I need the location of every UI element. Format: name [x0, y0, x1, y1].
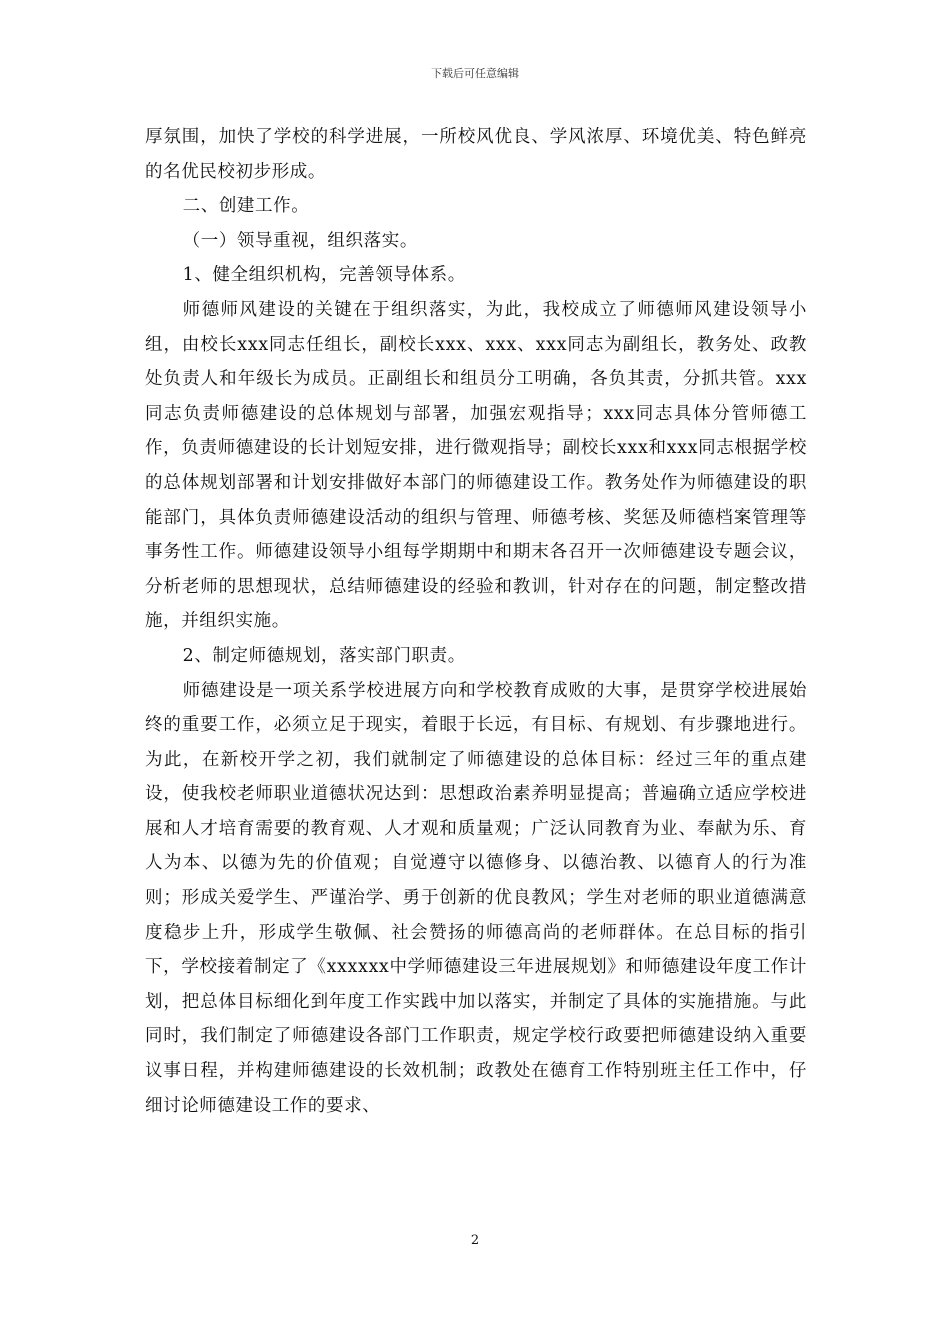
paragraph-planning: 师德建设是一项关系学校进展方向和学校教育成败的大事，是贯穿学校进展始终的重要工作，必须立足于现实，着眼于长远，有目标、有规划、有步骤地进行。为此，在新校开学之初，我们就制定了师德建设的总体目标：经过三年的重点建设，使我校老师职业道德状况达到：思想政治素养明显提高；普遍确立适应学校进展和人才培育需要的教育观、人才观和质量观；广泛认同教育为业、奉献为乐、育人为本、以德为先的价值观；自觉遵守以德修身、以德治教、以德育人的行为准则；形成关爱学生、严谨治学、勇于创新的优良教风；学生对老师的职业道德满意度稳步上升，形成学生敬佩、社会赞扬的师德高尚的老师群体。在总目标的指引下，学校接着制定了《xxxxxx中学师德建设三年进展规划》和师德建设年度工作计划，把总体目标细化到年度工作实践中加以落实，并制定了具体的实施措施。与此同时，我们制定了师德建设各部门工作职责，规定学校行政要把师德建设纳入重要议事日程，并构建师德建设的长效机制；政教处在德育工作特别班主任工作中，仔细讨论师德建设工作的要求、: [145, 680, 807, 1116]
subsection-heading: （一）领导重视，组织落实。: [182, 230, 418, 251]
document-body: [145, 120, 807, 1123]
paragraph-continuation: 厚氛围，加快了学校的科学进展，一所校风优良、学风浓厚、环境优美、特色鲜亮的名优民校初步形成。: [145, 127, 807, 182]
item-heading-1: 1、健全组织机构，完善领导体系。: [182, 265, 466, 286]
paragraph-organization: 师德师风建设的关键在于组织落实，为此，我校成立了师德师风建设领导小组，由校长xxx同志任组长，副校长xxx、xxx、xxx同志为副组长，教务处、政教处负责人和年级长为成员。正副组长和组员分工明确，各负其责，分抓共管。xxx同志负责师德建设的总体规划与部署，加强宏观指导；xxx同志具体分管师德工作，负责师德建设的长计划短安排，进行微观指导；副校长xxx和xxx同志根据学校的总体规划部署和计划安排做好本部门的师德建设工作。教务处作为师德建设的职能部门，具体负责师德建设活动的组织与管理、师德考核、奖惩及师德档案管理等事务性工作。师德建设领导小组每学期期中和期末各召开一次师德建设专题会议，分析老师的思想现状，总结师德建设的经验和教训，针对存在的问题，制定整改措施，并组织实施。: [145, 299, 807, 632]
page-number: 2: [470, 1233, 480, 1248]
section-heading: 二、创建工作。: [182, 196, 310, 217]
page-header: 下载后可任意编辑: [431, 67, 519, 80]
item-heading-2: 2、制定师德规划，落实部门职责。: [182, 645, 466, 666]
